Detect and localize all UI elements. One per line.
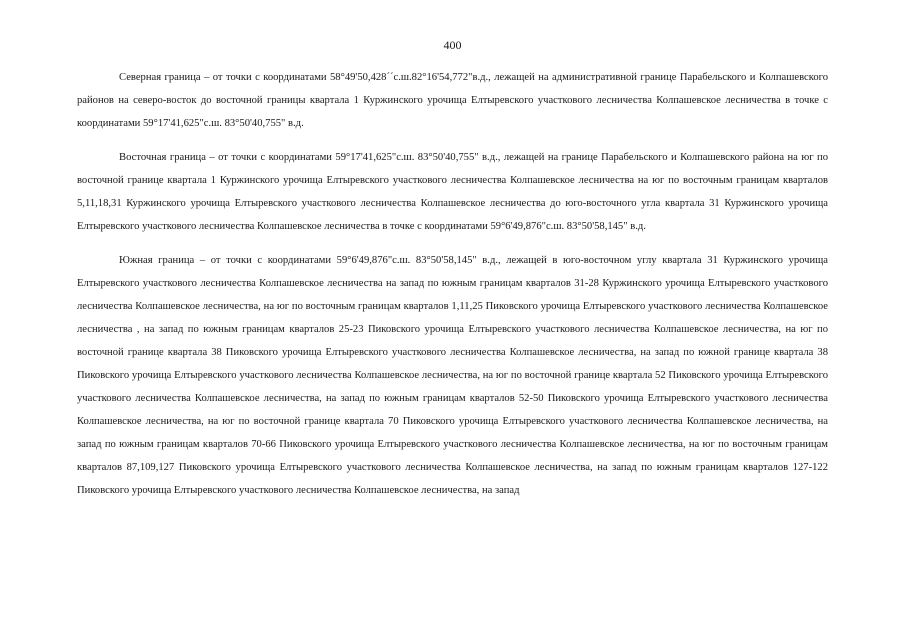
paragraph-southern-boundary: Южная граница – от точки с координатами 59°6'49,876"с.ш. 83°50'58,145" в.д., лежащей в юго-восточном углу квартала 31 Куржинского урочища Елтыревского участкового лесничества Колпашевское лесничества на запад по южным границам кварталов 31-28 Куржинского урочища Елтыревского участкового лесничества Колпашевское лесничества, на юг по восточным границам кварталов 1,11,25 Пиковского урочища Елтыревского участкового лесничества Колпашевское лесничества , на запад по южным границам кварталов 25-23 Пиковского урочища Елтыревского участкового лесничества Колпашевское лесничества, на юг по восточной границе квартала 38 Пиковского урочища Елтыревского участкового лесничества Колпашевское лесничества, на запад по южной границе квартала 38 Пиковского урочища Елтыревского участкового лесничества Колпашевское лесничества, на юг по восточной границе квартала 52 Пиковского урочища Елтыревского участкового лесничества Колпашевское лесничества, на запад по южным границам кварталов 52-50 Пиковского урочища Елтыревского участкового лесничества Колпашевское лесничества, на юг по восточной границе квартала 70 Пиковского урочища Елтыревского участкового лесничества Колпашевское лесничества, на запад по южным границам кварталов 70-66 Пиковского урочища Елтыревского участкового лесничества Колпашевское лесничества, на юг по восточным границам кварталов 87,109,127 Пиковского урочища Елтыревского участкового лесничества Колпашевское лесничества, на запад по южным границам кварталов 127-122 Пиковского урочища Елтыревского участкового лесничества Колпашевское лесничества, на запад xyxy=(77,255,828,496)
paragraph-northern-boundary: Северная граница – от точки с координатами 58°49'50,428´´с.ш.82°16'54,772"в.д., лежащей на административной границе Парабельского и Колпашевского районов на северо-восток до восточной границы квартала 1 Куржинского урочища Елтыревского участкового лесничества Колпашевское лесничества в точке с координатами 59°17'41,625"с.ш. 83°50'40,755" в.д. xyxy=(77,72,828,129)
page-number: 400 xyxy=(443,38,462,52)
document-body xyxy=(77,66,828,502)
paragraph-eastern-boundary: Восточная граница – от точки с координатами 59°17'41,625"с.ш. 83°50'40,755" в.д., лежащей на границе Парабельского и Колпашевского района на юг по восточной границе квартала 1 Куржинского урочища Елтыревского участкового лесничества Колпашевское лесничества на юг по восточным границам кварталов 5,11,18,31 Куржинского урочища Елтыревского участкового лесничества Колпашевское лесничества до юго-восточного угла квартала 31 Куржинского урочища Елтыревского участкового лесничества Колпашевское лесничества в точке с координатами 59°6'49,876"с.ш. 83°50'58,145" в.д. xyxy=(77,152,828,232)
